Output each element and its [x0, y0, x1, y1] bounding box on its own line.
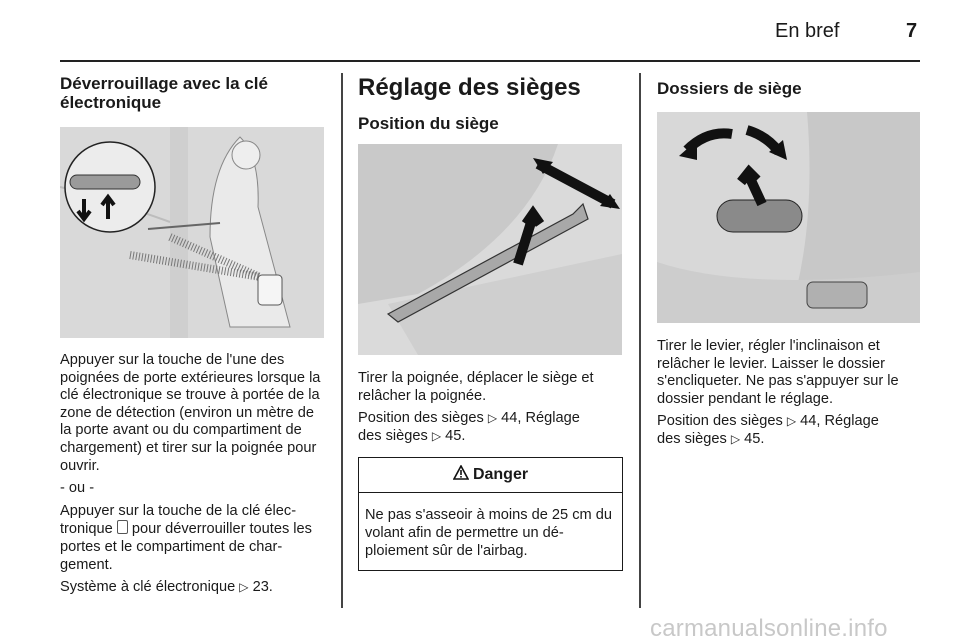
reference-page: 23.	[252, 579, 273, 596]
section-heading: Déverrouillage avec la clé électronique	[60, 74, 268, 112]
arrow-reference-icon: ▷	[239, 580, 249, 595]
reference-label: Système à clé électronique	[60, 579, 236, 596]
illustration-backrest-lever	[657, 112, 920, 323]
header-rule	[60, 60, 920, 62]
arrow-reference-icon: ▷	[487, 411, 498, 426]
danger-text: Ne pas s'asseoir à moins de 25 cm du volant afin de permettre un déploiement sûr de l'airbag.	[365, 507, 612, 559]
reference-page: 45.	[445, 427, 466, 444]
paragraph-instructions: Appuyer sur la touche de l'une des poignées de porte extérieures lorsque la clé électronique se trouve à portée de la zone de détection (environ un mètre de la porte avant ou du compartiment de chargement) et tirer sur la poignée pour ouvrir.	[60, 352, 321, 474]
text-unlock-all: pour déverrouiller toutes les portes et le compartiment de chargement.	[60, 521, 312, 573]
cross-reference[interactable]	[657, 413, 921, 448]
illustration-door-handle	[60, 127, 324, 338]
watermark: carmanualsonline.info	[650, 615, 888, 642]
danger-header	[359, 458, 622, 493]
reference-label: des sièges	[657, 430, 727, 447]
danger-title: Danger	[472, 466, 529, 484]
reference-label: Position des sièges	[358, 410, 484, 427]
unlock-key-icon	[117, 520, 128, 534]
column-divider-2	[639, 73, 641, 608]
section-heading: Dossiers de siège	[657, 79, 802, 98]
cross-reference[interactable]	[358, 410, 623, 445]
illustration-seat-position	[358, 144, 622, 355]
column-divider-1	[341, 73, 343, 608]
arrow-reference-icon: ▷	[431, 428, 442, 443]
arrow-reference-icon: ▷	[730, 431, 741, 446]
page-header-title: En bref	[775, 20, 840, 42]
danger-box	[358, 457, 623, 571]
section-heading: Réglage des sièges	[358, 74, 581, 101]
reference-label: Position des sièges	[657, 413, 783, 430]
column-keyless-unlock	[60, 74, 328, 597]
arrow-reference-icon: ▷	[786, 414, 797, 429]
reference-page: 44, Réglage	[501, 410, 580, 427]
paragraph-instructions: Tirer le levier, régler l'inclinaison et relâcher le levier. Laisser le dossier s'encliqueter. Ne pas s'appuyer sur le dossier pendant le réglage.	[657, 338, 899, 407]
reference-label: des sièges	[358, 427, 428, 444]
paragraph-key-unlock	[60, 503, 328, 574]
paragraph-or: - ou -	[60, 480, 95, 497]
cross-reference[interactable]	[60, 579, 328, 597]
warning-triangle-icon	[453, 465, 469, 485]
text-key-button: Appuyer sur la touche de la clé électronique	[60, 502, 297, 538]
paragraph-instructions: Tirer la poignée, déplacer le siège et relâcher la poignée.	[358, 370, 594, 404]
column-seat-backrest	[657, 74, 921, 449]
page-number: 7	[906, 20, 918, 42]
subsection-heading: Position du siège	[358, 114, 499, 133]
danger-content	[359, 493, 622, 570]
reference-page: 44, Réglage	[800, 413, 879, 430]
reference-page: 45.	[744, 430, 765, 447]
column-seat-adjustment	[358, 74, 623, 571]
